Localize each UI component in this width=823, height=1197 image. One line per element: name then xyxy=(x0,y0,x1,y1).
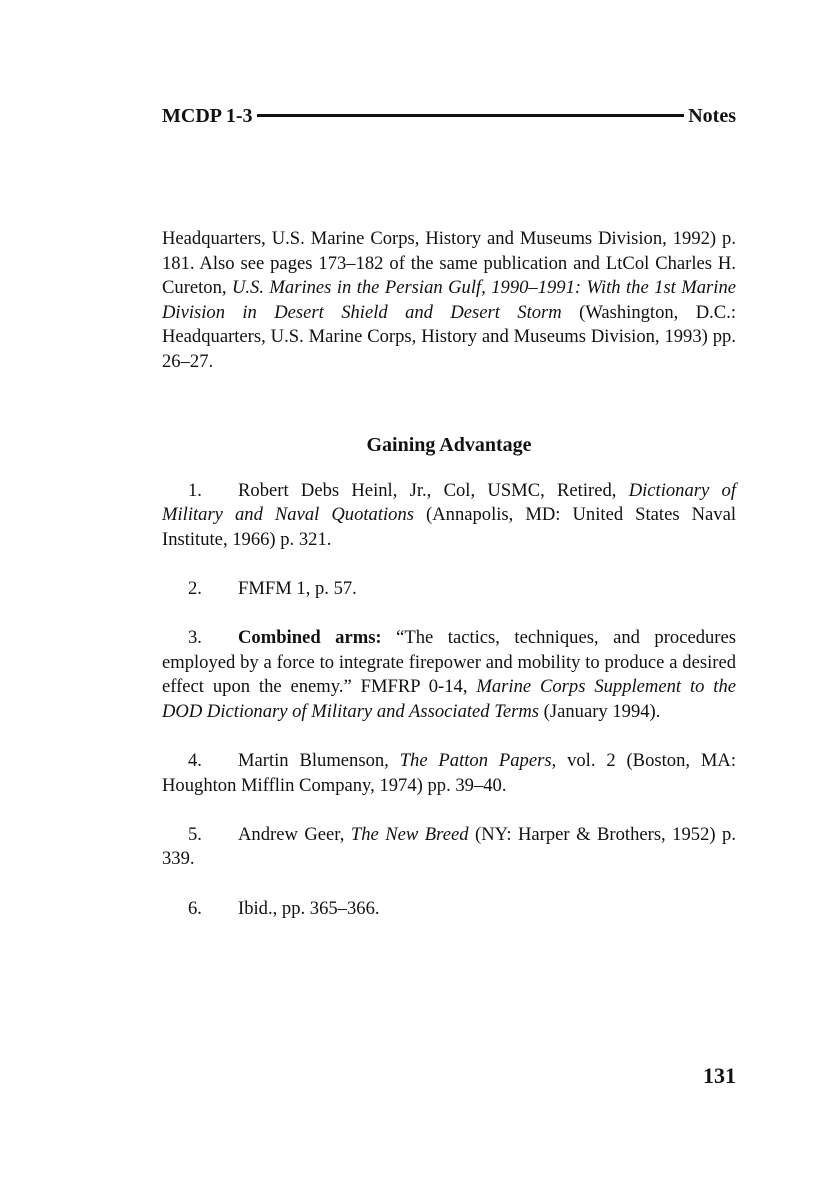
note-number: 2. xyxy=(188,577,202,599)
header-rule xyxy=(257,114,685,117)
note-1 xyxy=(162,479,736,553)
note-3 xyxy=(162,626,736,724)
note-number: 6. xyxy=(188,897,202,919)
note-text: (January 1994). xyxy=(539,700,661,722)
note-term: Combined arms: xyxy=(238,627,382,649)
continued-note-text-2: (Washington, D.C.: Headquarters, U.S. Marine Corps, History and Museums Division, 1993) pp. 26–27. xyxy=(162,301,737,372)
note-text: Andrew Geer, xyxy=(238,823,351,845)
note-text: , vol. 2 (Boston, MA: Houghton Mifflin Company, 1974) pp. 39–40. xyxy=(162,750,737,796)
note-2 xyxy=(162,577,736,602)
running-header xyxy=(162,101,736,131)
note-title: Dictionary of Military and Naval Quotations xyxy=(162,479,736,526)
note-text: Martin Blumenson, xyxy=(238,750,400,772)
continued-note-title: U.S. Marines in the Persian Gulf, 1990–1991: With the 1st Marine Division in Desert Shield and Desert Storm xyxy=(162,277,737,323)
note-text: Robert Debs Heinl, Jr., Col, USMC, Retired, xyxy=(238,479,629,501)
note-text: (Annapolis, MD: United States Naval Institute, 1966) p. 321. xyxy=(162,504,736,550)
note-title: The New Breed xyxy=(350,823,469,845)
note-text: Ibid., pp. 365–366. xyxy=(238,897,380,919)
note-5 xyxy=(162,823,736,872)
page-number: 131 xyxy=(703,1063,736,1088)
note-number: 3. xyxy=(188,627,202,649)
note-number: 5. xyxy=(188,823,202,845)
note-text: FMFM 1, p. 57. xyxy=(238,577,357,599)
continued-note xyxy=(162,227,736,375)
note-number: 1. xyxy=(188,479,202,501)
continued-note-text-1: Headquarters, U.S. Marine Corps, History and Museums Division, 1992) p. 181. Also see pages 173–182 of the same publication and LtCol Charles H. Cureton, xyxy=(162,228,736,299)
section-heading: Gaining Advantage xyxy=(366,433,532,456)
header-section-name: Notes xyxy=(688,104,736,127)
note-title: The Patton Papers xyxy=(399,750,552,772)
page-body xyxy=(162,227,736,946)
note-6 xyxy=(162,897,736,922)
note-title: Marine Corps Supplement to the DOD Dictionary of Military and Associated Terms xyxy=(162,676,736,722)
note-number: 4. xyxy=(188,750,202,772)
note-text: “The tactics, techniques, and procedures employed by a force to integrate firepower and mobility to produce a desired effect upon the enemy.” FMFRP 0-14, xyxy=(162,627,736,698)
note-4 xyxy=(162,749,736,798)
note-text: (NY: Harper & Brothers, 1952) p. 339. xyxy=(162,823,736,870)
header-doc-id: MCDP 1-3 xyxy=(162,104,253,127)
